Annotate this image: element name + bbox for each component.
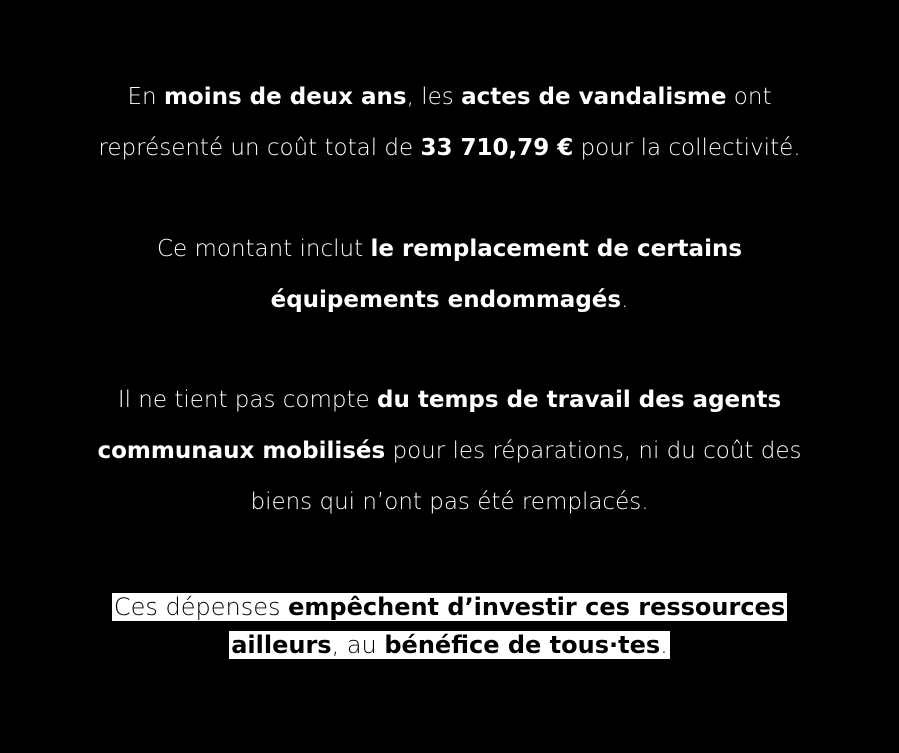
- text-run: pour les réparations, ni du coût des: [385, 438, 802, 464]
- text-run: biens qui n’ont pas été remplacés.: [250, 489, 649, 515]
- bold-run: du temps de travail des agents: [377, 387, 782, 413]
- bold-run: communaux mobilisés: [97, 438, 386, 464]
- text-run: En: [127, 84, 164, 110]
- highlighted-text: [112, 593, 787, 621]
- bold-run: le remplacement de certains: [370, 236, 743, 262]
- text-line: [0, 477, 899, 528]
- bold-run: équipements endommagés: [270, 287, 622, 313]
- bold-run: bénéfice de tous·tes: [384, 631, 661, 659]
- text-run: , au: [331, 631, 385, 659]
- text-line: [0, 588, 899, 626]
- text-run: Il ne tient pas compte: [117, 387, 377, 413]
- text-line: [0, 123, 899, 174]
- text-line: [0, 275, 899, 326]
- text-line: [0, 626, 899, 664]
- text-line: [0, 426, 899, 477]
- paragraph-included-costs: [0, 224, 899, 326]
- text-line: [0, 224, 899, 275]
- text-run: .: [621, 287, 629, 313]
- text-run: représenté un coût total de: [98, 135, 421, 161]
- text-run: ont: [726, 84, 772, 110]
- paragraph-cost-summary: [0, 72, 899, 174]
- paragraph-excluded-costs: [0, 375, 899, 528]
- text-line: [0, 375, 899, 426]
- text-run: .: [660, 631, 668, 659]
- text-run: Ces dépenses: [113, 593, 289, 621]
- bold-run: actes de vandalisme: [461, 84, 727, 110]
- text-run: , les: [406, 84, 462, 110]
- bold-run: ailleurs: [231, 631, 332, 659]
- bold-run: empêchent d’investir ces ressources: [288, 593, 786, 621]
- total-cost-amount: 33 710,79 €: [420, 135, 574, 161]
- bold-run: moins de deux ans: [163, 84, 407, 110]
- text-run: pour la collectivité.: [573, 135, 801, 161]
- highlighted-text: [229, 631, 670, 659]
- paragraph-highlighted-conclusion: [0, 588, 899, 664]
- text-line: [0, 72, 899, 123]
- text-run: Ce montant inclut: [156, 236, 371, 262]
